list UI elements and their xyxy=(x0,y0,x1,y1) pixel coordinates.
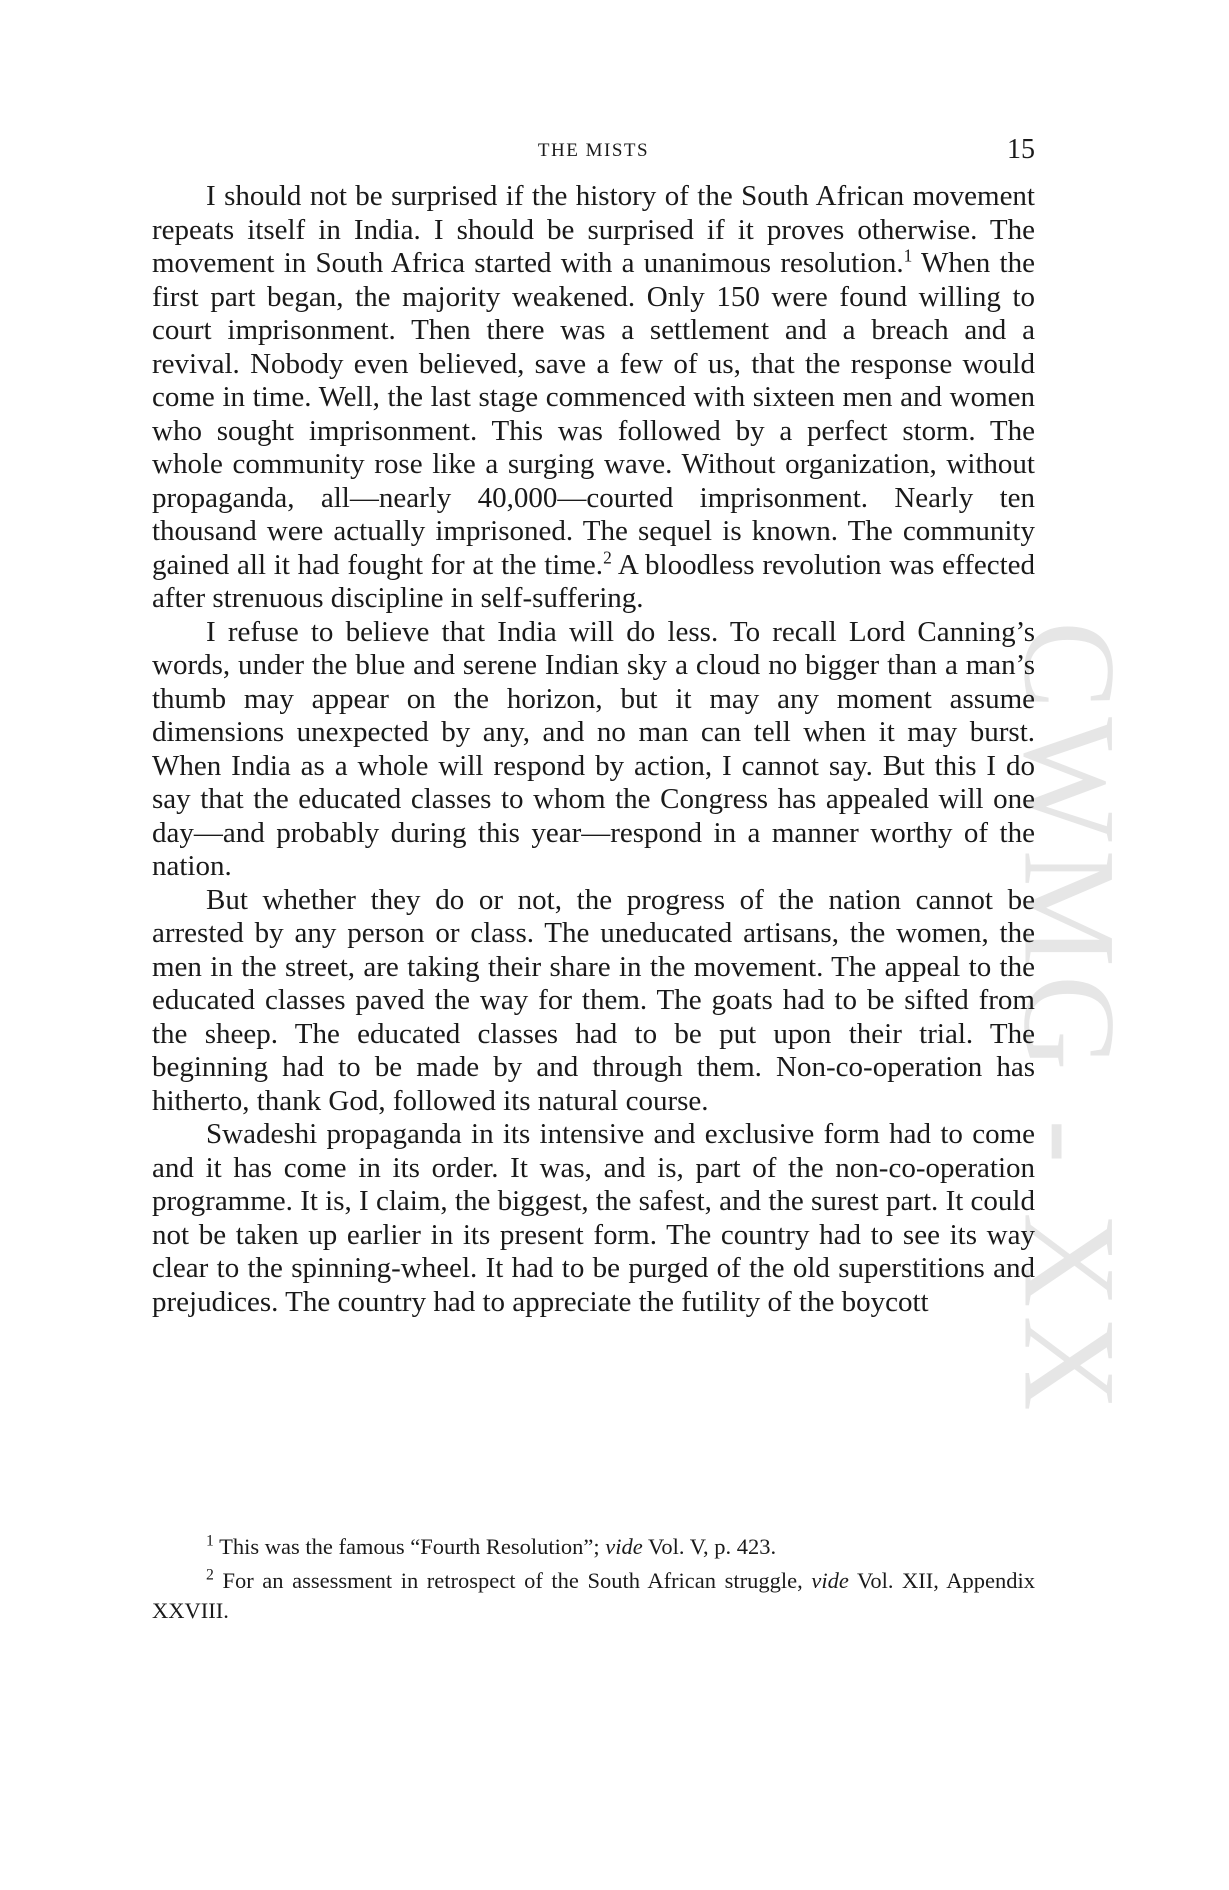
footnote-text: For an assessment in retrospect of the South African struggle, xyxy=(213,1568,812,1593)
footnote-italic: vide xyxy=(605,1534,643,1559)
watermark: CWMG - XX xyxy=(996,621,1144,1419)
footnote-italic: vide xyxy=(811,1568,849,1593)
footnote-text: Vol. V, p. 423. xyxy=(642,1534,777,1559)
footnote xyxy=(152,1532,1035,1562)
footnotes xyxy=(152,1532,1035,1630)
footnote-mark: 2 xyxy=(206,1566,214,1584)
paragraph-text: When the first part began, the majority weakened. Only 150 were found willing to court imprisonment. Then there was a settlement and a breach and a revival. Nobody even believed, save a few of us, that the response would come in time. Well, the last stage commenced with sixteen men and women who sought imprisonment. This was followed by a perfect storm. The whole community rose like a surging wave. Without organization, without propaganda, all—nearly 40,000—courted imprisonment. Nearly ten thousand were actually imprisoned. The sequel is known. The community gained all it had fought for at the time. xyxy=(152,247,1035,581)
paragraph: I refuse to believe that India will do less. To recall Lord Canning’s words, under the blue and serene Indian sky a cloud no bigger than a man’s thumb may appear on the horizon, but it may any moment assume dimensions unexpected by any, and no man can tell when it may burst. When India as a whole will respond by action, I cannot say. But this I do say that the educated classes to whom the Congress has appealed will one day—and probably during this year—respond in a manner worthy of the nation. xyxy=(152,615,1035,882)
paragraph-text: I should not be surprised if the history of the South African movement repeats itself in India. I should be surprised if it proves otherwise. The movement in South Africa started with a unanimous resolution. xyxy=(152,180,1035,279)
page-number: 15 xyxy=(1007,134,1035,165)
running-title: THE MISTS xyxy=(537,140,650,161)
body-text xyxy=(152,180,1035,1319)
footnote-text: Vol. XII, Appendix XXVIII. xyxy=(152,1568,1035,1623)
footnote-reference: 1 xyxy=(903,245,913,266)
paragraph xyxy=(152,180,1035,616)
paragraph: But whether they do or not, the progress of the nation cannot be arrested by any person or class. The uneducated artisans, the women, the men in the street, are taking their share in the movement. The appeal to the educated classes paved the way for them. The goats had to be sifted from the sheep. The educated classes had to be put upon their trial. The beginning had to be made by and through them. Non-co-operation has hitherto, thank God, followed its natural course. xyxy=(152,883,1035,1117)
paragraph-text: A bloodless revolution was effected after strenuous discipline in self-suffering. xyxy=(152,548,1036,614)
running-head xyxy=(152,134,1035,170)
footnote-text: This was the famous “Fourth Resolution”; xyxy=(213,1534,606,1559)
paragraph: Swadeshi propaganda in its intensive and exclusive form had to come and it has come in its order. It was, and is, part of the non-co-operation programme. It is, I claim, the biggest, the safest, and the surest part. It could not be taken up earlier in its present form. The country had to see its way clear to the spinning-wheel. It had to be purged of the old superstitions and prejudices. The country had to appreciate the futility of the boycott xyxy=(152,1118,1035,1318)
footnote xyxy=(152,1566,1035,1626)
footnote-reference: 2 xyxy=(603,546,612,567)
footnote-mark: 1 xyxy=(206,1532,214,1550)
